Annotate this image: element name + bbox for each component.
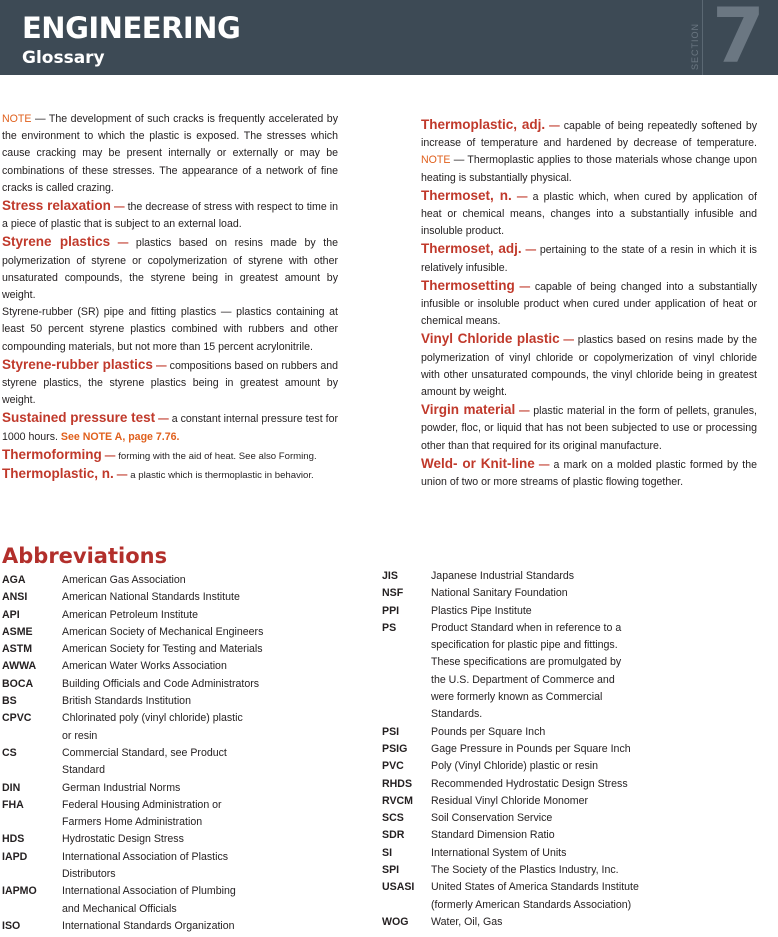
abbreviation-definition-line: United States of America Standards Institute xyxy=(431,881,639,894)
abbreviation-definition-line: specification for plastic pipe and fittings. xyxy=(431,639,618,652)
glossary-entry: Styrene-rubber plastics — compositions based on rubbers and styrene plastics, the styrene plastics being in greatest amount by weight. xyxy=(2,356,339,407)
abbreviation-row xyxy=(2,883,342,918)
glossary-definition: Styrene-rubber (SR) pipe and fitting plastics — plastics containing at least 50 percent styrene plastics combined with rubbers and other compounding materials, but not more than 15 percent acrylonitrile. xyxy=(2,306,338,353)
abbreviation-definition-line: Recommended Hydrostatic Design Stress xyxy=(431,777,628,790)
abbreviation-definition xyxy=(431,585,762,602)
abbreviation-definition-line: Water, Oil, Gas xyxy=(431,915,503,928)
abbreviation-code: ASME xyxy=(2,625,33,638)
glossary-term: Sustained pressure test xyxy=(2,410,156,426)
glossary-entry xyxy=(2,304,338,356)
abbreviation-code: SI xyxy=(382,846,393,859)
abbreviation-row xyxy=(2,572,342,589)
abbreviation-row xyxy=(382,620,762,724)
abbreviation-definition xyxy=(431,724,762,741)
glossary-right-column xyxy=(421,116,757,491)
abbreviation-code: API xyxy=(2,608,20,621)
abbreviation-row xyxy=(2,780,342,797)
abbreviation-row xyxy=(382,585,762,602)
abbreviation-code: DIN xyxy=(2,781,21,794)
abbreviation-code: PSI xyxy=(382,725,400,738)
abbreviations-left-list xyxy=(2,572,342,935)
abbreviation-definition xyxy=(62,589,342,606)
glossary-term: Thermoplastic, adj. xyxy=(421,117,546,132)
abbreviation-definition xyxy=(62,693,342,710)
glossary-entry: Thermoforming — forming with the aid of heat. See also Forming. xyxy=(2,446,317,462)
abbreviation-code: HDS xyxy=(2,833,25,846)
abbreviation-definition-line: and Mechanical Officials xyxy=(62,902,177,915)
abbreviation-code: CS xyxy=(2,746,17,759)
abbreviation-definition xyxy=(62,831,342,848)
abbreviation-code: WOG xyxy=(382,915,409,928)
glossary-entry: Thermosetting — capable of being changed into a substantially infusible or insoluble product when cured under application of heat or chemical means. xyxy=(421,277,757,328)
abbreviation-code: AWWA xyxy=(2,660,37,673)
glossary-term: Weld- or Knit-line xyxy=(421,455,535,471)
page-reference: See NOTE A, page 7.76. xyxy=(60,430,180,443)
abbreviation-code: FHA xyxy=(2,798,24,811)
abbreviation-definition-line: American Gas Association xyxy=(62,574,186,586)
glossary-definition: compositions based on rubbers and styrene plastics, the styrene plastics being in greatest amount by weight. xyxy=(2,359,339,407)
abbreviation-code: PPI xyxy=(382,604,400,617)
abbreviation-code: ANSI xyxy=(2,591,28,604)
glossary-entry: Vinyl Chloride plastic — plastics based on resins made by the polymerization of vinyl chloride or copolymerization of vinyl chloride with other unsaturated compounds, the vinyl chloride being in greatest amount by weight. xyxy=(421,331,757,399)
abbreviation-definition-line: International System of Units xyxy=(431,846,567,859)
abbreviation-definition xyxy=(62,676,342,693)
abbreviation-definition-line: Product Standard when in reference to a xyxy=(431,621,622,634)
abbreviation-code: SDR xyxy=(382,829,405,842)
abbreviation-code: BOCA xyxy=(2,677,34,690)
abbreviation-definition-line: International Standards Organization xyxy=(62,919,235,932)
abbreviation-definition-line: Pounds per Square Inch xyxy=(431,725,546,738)
glossary-term: Thermoforming xyxy=(2,446,102,462)
abbreviation-row xyxy=(2,918,342,935)
glossary-entry: Thermoplastic, n. — a plastic which is thermoplastic in behavior. xyxy=(2,466,314,482)
abbreviation-definition xyxy=(431,776,762,793)
glossary-term: Virgin material xyxy=(421,402,516,418)
glossary-entry: Thermoset, n. — a plastic which, when cured by application of heat or chemical means, changes into a substantially infusible and insoluble product. xyxy=(421,187,758,238)
page-header: ENGINEERING Glossary SECTION 7 xyxy=(0,0,778,75)
glossary-term: Thermosetting xyxy=(421,277,515,293)
abbreviation-definition-line: American National Standards Institute xyxy=(62,591,240,604)
abbreviation-definition-line: (formerly American Standards Association) xyxy=(431,898,632,911)
abbreviation-row xyxy=(382,862,762,879)
abbreviation-row xyxy=(382,810,762,827)
abbreviation-row xyxy=(2,745,342,780)
abbreviation-definition-line: These specifications are promulgated by xyxy=(431,656,622,669)
abbreviation-definition xyxy=(62,607,342,624)
abbreviation-definition xyxy=(62,572,342,589)
abbreviation-definition xyxy=(62,849,342,884)
header-subtitle: Glossary xyxy=(22,48,105,68)
abbreviation-code: PSIG xyxy=(382,742,408,755)
glossary-note xyxy=(2,111,338,197)
abbreviation-definition xyxy=(431,862,762,879)
abbreviation-code: IAPMO xyxy=(2,885,37,898)
abbreviation-code: PS xyxy=(382,621,397,634)
abbreviation-definition-line: Commercial Standard, see Product xyxy=(62,746,227,759)
glossary-entry: Weld- or Knit-line — a mark on a molded plastic formed by the union of two or more streams of plastic flowing together. xyxy=(421,455,757,489)
abbreviation-row xyxy=(2,831,342,848)
abbreviation-row xyxy=(382,845,762,862)
glossary-entry: Thermoset, adj. — pertaining to the state of a resin in which it is relatively infusible. xyxy=(421,241,757,274)
abbreviation-code: JIS xyxy=(382,570,398,582)
abbreviation-code: RVCM xyxy=(382,794,414,807)
note-text: — The development of such cracks is frequently accelerated by the environment to which the plastic is exposed. The stresses which cause cracking may be present internally or externally or may be combinations of these stresses. The appearance of a network of fine cracks is called crazing. xyxy=(2,113,338,194)
abbreviation-row xyxy=(382,793,762,810)
abbreviation-row xyxy=(382,827,762,844)
glossary-term: Vinyl Chloride plastic xyxy=(421,331,560,347)
abbreviation-definition-line: Federal Housing Administration or xyxy=(62,798,222,811)
abbreviation-code: SPI xyxy=(382,864,400,877)
abbreviation-definition xyxy=(62,745,342,780)
abbreviation-definition-line: Residual Vinyl Chloride Monomer xyxy=(431,794,589,807)
glossary-term: Stress relaxation xyxy=(2,198,111,214)
note-text: — Thermoplastic applies to those materials whose change upon heating is substantially physical. xyxy=(421,154,757,184)
glossary-term: Thermoplastic, n. xyxy=(2,466,114,482)
abbreviation-code: ASTM xyxy=(2,643,33,656)
abbreviation-code: PVC xyxy=(382,760,404,773)
abbreviation-definition-line: the U.S. Department of Commerce and xyxy=(431,673,615,686)
abbreviation-definition xyxy=(431,758,762,775)
glossary-term: Styrene-rubber plastics xyxy=(2,356,153,372)
glossary-entry: Stress relaxation — the decrease of stress with respect to time in a piece of plastic that is subject to an external load. xyxy=(2,198,338,231)
abbreviation-definition-line: American Water Works Association xyxy=(62,660,227,673)
abbreviation-definition xyxy=(62,641,342,658)
abbreviation-definition xyxy=(431,810,762,827)
glossary-entry: Virgin material — plastic material in the form of pellets, granules, powder, floc, or liquid that has not been subjected to use or processing other than that required for its original manufacture. xyxy=(421,402,757,452)
abbreviation-row xyxy=(382,758,762,775)
abbreviation-definition xyxy=(62,797,342,832)
abbreviation-definition xyxy=(62,780,342,797)
abbreviation-definition-line: International Association of Plumbing xyxy=(62,885,236,898)
note-label: NOTE xyxy=(2,113,32,125)
abbreviation-definition xyxy=(62,918,342,935)
glossary-entry: Thermoplastic, adj. — capable of being repeatedly softened by increase of temperature and hardened by decrease of temperature. NOTE — Thermoplastic applies to those materials whose change upon heating is substantially physical. xyxy=(421,117,758,184)
glossary-entry: Styrene plastics — plastics based on resins made by the polymerization of styrene or copolymerization of styrene with other unsaturated compounds, the styrene being in greatest amount by weight. xyxy=(2,234,338,302)
header-title: ENGINEERING xyxy=(22,11,241,45)
glossary-entry: Sustained pressure test — a constant internal pressure test for 1000 hours. See NOTE A, page 7.76. xyxy=(2,410,339,443)
glossary-definition: plastics based on resins made by the polymerization of vinyl chloride or copolymerization of vinyl chloride with other unsaturated compounds, the vinyl chloride being in greatest amount by weight. xyxy=(421,334,757,399)
abbreviation-row xyxy=(2,589,342,606)
abbreviation-code: ISO xyxy=(2,919,21,932)
abbreviation-row xyxy=(2,641,342,658)
abbreviation-row xyxy=(2,658,342,675)
glossary-definition: pertaining to the state of a resin in which it is relatively infusible. xyxy=(421,244,757,274)
glossary-definition: the decrease of stress with respect to time in a piece of plastic that is subject to an external load. xyxy=(2,201,338,231)
abbreviation-definition-line: International Association of Plastics xyxy=(62,850,229,863)
abbreviation-definition-line: American Petroleum Institute xyxy=(62,608,199,621)
abbreviation-code: USASI xyxy=(382,881,415,894)
glossary-term: Thermoset, n. xyxy=(421,187,512,203)
abbreviation-definition xyxy=(62,883,342,918)
abbreviation-row xyxy=(382,914,762,931)
abbreviation-definition-line: American Society of Mechanical Engineers xyxy=(62,625,264,638)
abbreviation-row xyxy=(2,607,342,624)
glossary-definition: capable of being changed into a substantially infusible or insoluble product when cured under application of heat or chemical means. xyxy=(421,280,757,328)
abbreviation-definition-line: Hydrostatic Design Stress xyxy=(62,833,184,846)
abbreviation-code: NSF xyxy=(382,587,404,600)
abbreviation-definition xyxy=(431,879,762,914)
abbreviation-definition-line: Chlorinated poly (vinyl chloride) plastic xyxy=(62,712,243,725)
abbreviation-code: RHDS xyxy=(382,777,413,790)
abbreviation-definition xyxy=(62,624,342,641)
glossary-definition: forming with the aid of heat. See also Forming. xyxy=(118,450,317,462)
abbreviation-definition xyxy=(431,620,762,724)
glossary-left-column xyxy=(2,111,338,484)
glossary-definition: a plastic which is thermoplastic in behavior. xyxy=(130,470,314,482)
abbreviation-row xyxy=(2,624,342,641)
abbreviation-definition-line: German Industrial Norms xyxy=(62,781,181,794)
abbreviation-definition-line: Poly (Vinyl Chloride) plastic or resin xyxy=(431,760,599,773)
glossary-definition: plastics based on resins made by the polymerization of styrene or copolymerization of styrene with other unsaturated compounds, the styrene being in greatest amount by weight. xyxy=(2,237,338,302)
abbreviation-definition xyxy=(431,914,762,931)
abbreviation-definition-line: Building Officials and Code Administrators xyxy=(62,677,260,690)
abbreviation-row xyxy=(2,849,342,884)
abbreviation-definition-line: Japanese Industrial Standards xyxy=(431,570,575,582)
abbreviation-row xyxy=(2,710,342,745)
abbreviation-code: CPVC xyxy=(2,712,32,725)
glossary-definition: a mark on a molded plastic formed by the union of two or more streams of plastic flowing together. xyxy=(421,458,757,489)
glossary-definition: plastic material in the form of pellets, granules, powder, floc, or liquid that has not been subjected to use or processing other than that required for its original manufacture. xyxy=(421,405,757,452)
abbreviation-definition-line: Standard Dimension Ratio xyxy=(431,829,555,842)
abbreviation-definition xyxy=(431,603,762,620)
abbreviation-definition xyxy=(431,845,762,862)
abbreviation-definition-line: Standard xyxy=(62,764,105,777)
abbreviation-definition xyxy=(62,658,342,675)
abbreviation-row xyxy=(382,879,762,914)
abbreviation-definition-line: Distributors xyxy=(62,868,116,881)
glossary-term: Styrene plastics xyxy=(2,234,111,250)
abbreviation-row xyxy=(382,776,762,793)
abbreviation-definition-line: Standards. xyxy=(431,708,483,721)
glossary-definition: a constant internal pressure test for 1000 hours. xyxy=(2,413,339,443)
abbreviations-heading: Abbreviations xyxy=(2,544,168,568)
note-label: NOTE xyxy=(421,154,451,167)
abbreviation-code: SCS xyxy=(382,812,404,825)
abbreviation-definition-line: Gage Pressure in Pounds per Square Inch xyxy=(431,742,631,755)
abbreviation-definition xyxy=(431,568,762,585)
abbreviation-definition xyxy=(431,741,762,758)
abbreviation-definition-line: American Society for Testing and Materials xyxy=(62,643,263,656)
abbreviation-code: AGA xyxy=(2,574,26,586)
section-number: 7 xyxy=(712,0,765,80)
abbreviation-definition-line: British Standards Institution xyxy=(62,695,191,708)
abbreviations-right-list xyxy=(382,568,762,931)
section-divider xyxy=(702,0,703,75)
abbreviation-row xyxy=(382,724,762,741)
abbreviation-definition xyxy=(431,793,762,810)
abbreviation-definition xyxy=(431,827,762,844)
glossary-term: Thermoset, adj. xyxy=(421,241,522,257)
abbreviation-row xyxy=(382,603,762,620)
abbreviation-definition-line: National Sanitary Foundation xyxy=(431,587,568,600)
abbreviation-definition-line: Farmers Home Administration xyxy=(62,816,203,829)
abbreviation-definition-line: The Society of the Plastics Industry, Inc. xyxy=(431,864,619,877)
abbreviation-definition-line: Soil Conservation Service xyxy=(431,812,553,825)
abbreviation-definition-line: were formerly known as Commercial xyxy=(431,691,603,704)
abbreviation-row xyxy=(382,568,762,585)
glossary-definition: capable of being repeatedly softened by increase of temperature and hardened by decrease of temperature. xyxy=(421,120,758,150)
abbreviation-row xyxy=(2,676,342,693)
abbreviation-code: IAPD xyxy=(2,850,28,863)
abbreviation-definition-line: or resin xyxy=(62,729,98,742)
abbreviation-definition xyxy=(62,710,342,745)
abbreviation-row xyxy=(382,741,762,758)
abbreviation-row xyxy=(2,797,342,832)
glossary-definition: a plastic which, when cured by application of heat or chemical means, changes into a substantially infusible and insoluble product. xyxy=(421,190,758,238)
abbreviation-definition-line: Plastics Pipe Institute xyxy=(431,604,532,617)
abbreviation-code: BS xyxy=(2,695,17,708)
abbreviation-row xyxy=(2,693,342,710)
